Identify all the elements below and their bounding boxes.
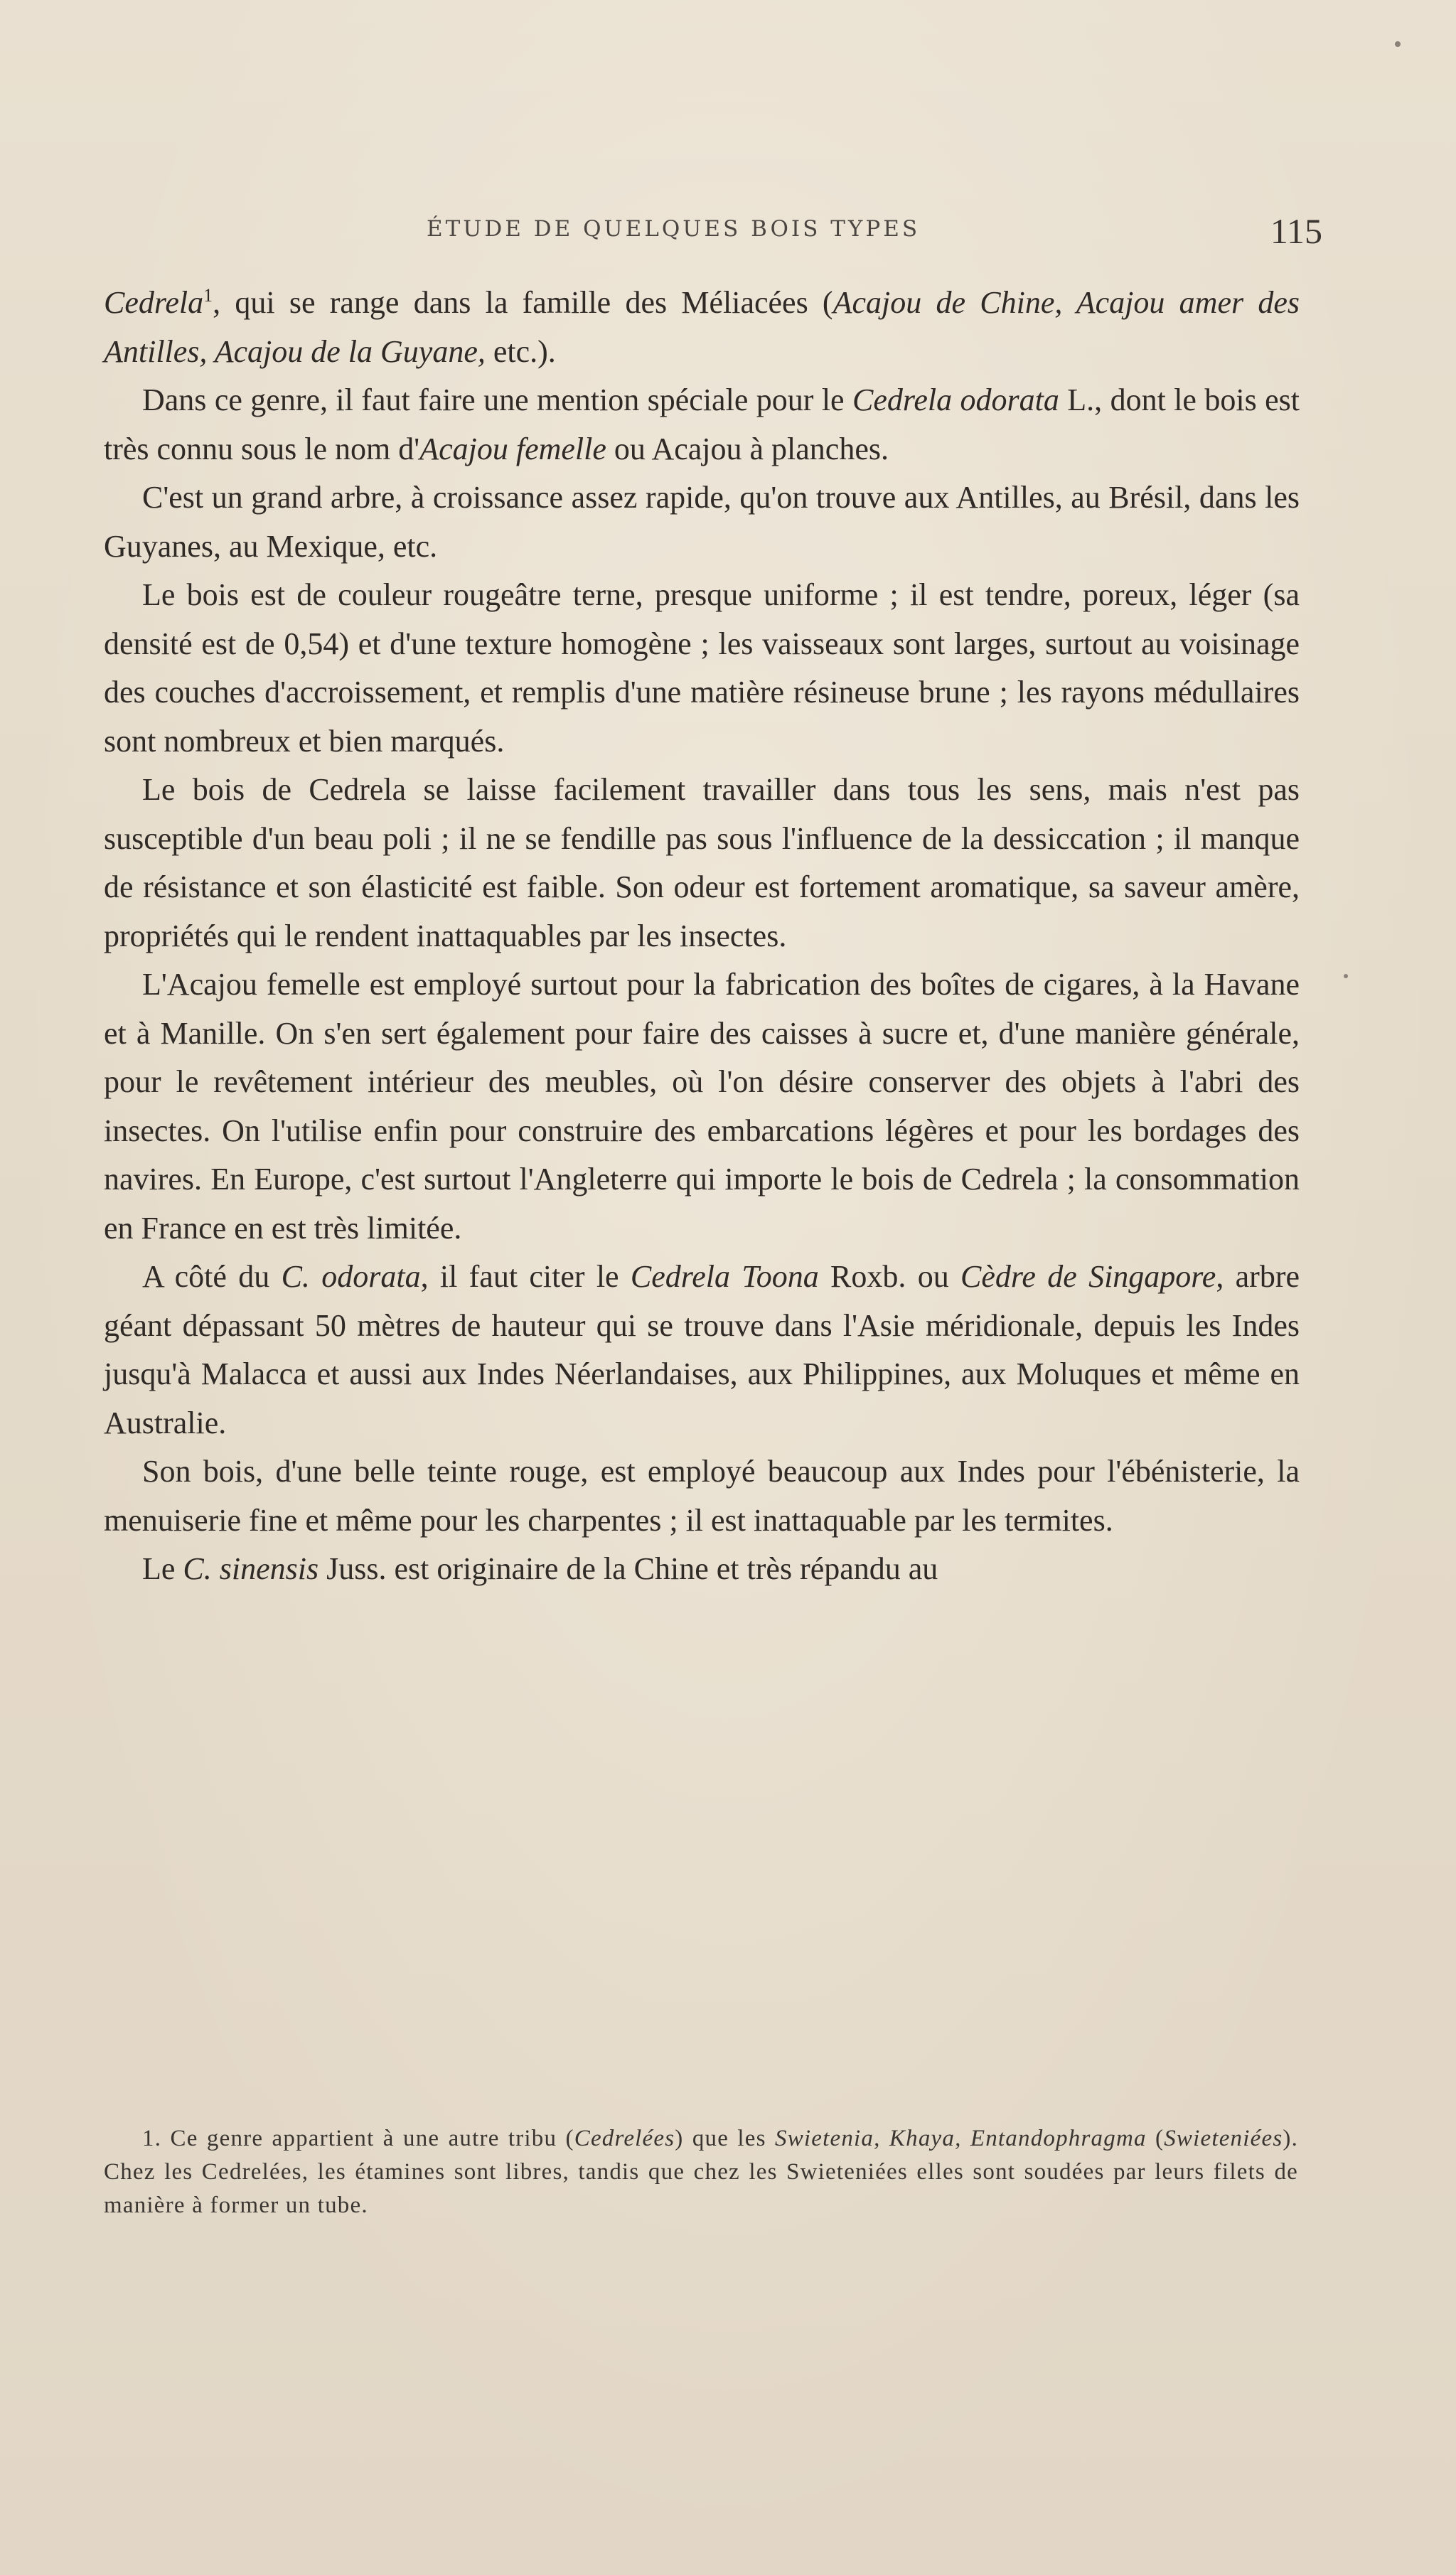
footnote-1: 1. Ce genre appartient à une autre tribu (Cedrelées) que les Swietenia, Khaya, Entandophragma (Swieteniées). Chez les Cedrelées, les étamines sont libres, tandis que chez les Swieteniées elles sont soudées par leurs filets de manière à former un tube.: [104, 2126, 1299, 2218]
paragraph-8: Son bois, d'une belle teinte rouge, est employé beaucoup aux Indes pour l'ébénisterie, la menuiserie fine et même pour les charpentes ; il est inattaquable par les termites.: [104, 1454, 1300, 1538]
page-number: 115: [1270, 211, 1322, 251]
footnote-ref: 1: [203, 285, 213, 306]
paragraph-3: C'est un grand arbre, à croissance assez rapide, qu'on trouve aux Antilles, au Brésil, dans les Guyanes, au Mexique, etc.: [104, 480, 1300, 564]
paragraph-4: Le bois est de couleur rougeâtre terne, presque uniforme ; il est tendre, poreux, léger (sa densité est de 0,54) et d'une texture homogène ; les vaisseaux sont larges, surtout au voisinage des couches d'accroissement, et remplis d'une matière résineuse brune ; les rayons médullaires sont nombreux et bien marqués.: [104, 577, 1300, 759]
paragraph-2: Dans ce genre, il faut faire une mention spéciale pour le Cedrela odorata L., dont le bois est très connu sous le nom d'Acajou femelle ou Acajou à planches.: [104, 382, 1300, 466]
footnote: [104, 2122, 1298, 2222]
paragraph-9: Le C. sinensis Juss. est originaire de la Chine et très répandu au: [142, 1551, 938, 1586]
paragraph-5: Le bois de Cedrela se laisse facilement travailler dans tous les sens, mais n'est pas susceptible d'un beau poli ; il ne se fendille pas sous l'influence de la dessiccation ; il manque de résistance et son élasticité est faible. Son odeur est fortement aromatique, sa saveur amère, propriétés qui le rendent inattaquables par les insectes.: [104, 772, 1300, 953]
paragraph-7: A côté du C. odorata, il faut citer le Cedrela Toona Roxb. ou Cèdre de Singapore, arbre géant dépassant 50 mètres de hauteur qui se trouve dans l'Asie méridionale, depuis les Indes jusqu'à Malacca et aussi aux Indes Néerlandaises, aux Philippines, aux Moluques et même en Australie.: [104, 1259, 1300, 1440]
page-header: [427, 210, 1322, 253]
main-text: [104, 279, 1300, 1594]
paragraph-1: Cedrela$^1$, qui se range dans la famille des Méliacées (Acajou de Chine, Acajou amer des Antilles, Acajou de la Guyane, etc.).: [104, 285, 1300, 369]
running-head: ÉTUDE DE QUELQUES BOIS TYPES: [427, 216, 921, 242]
right-margin-speck: [1344, 974, 1348, 978]
paragraph-6: L'Acajou femelle est employé surtout pour la fabrication des boîtes de cigares, à la Havane et à Manille. On s'en sert également pour faire des caisses à sucre et, d'une manière générale, pour le revêtement intérieur des meubles, où l'on désire conserver des objets à l'abri des insectes. On l'utilise enfin pour construire des embarcations légères et pour les bordages des navires. En Europe, c'est surtout l'Angleterre qui importe le bois de Cedrela ; la consommation en France en est très limitée.: [104, 967, 1300, 1246]
top-right-speck: [1395, 41, 1401, 47]
